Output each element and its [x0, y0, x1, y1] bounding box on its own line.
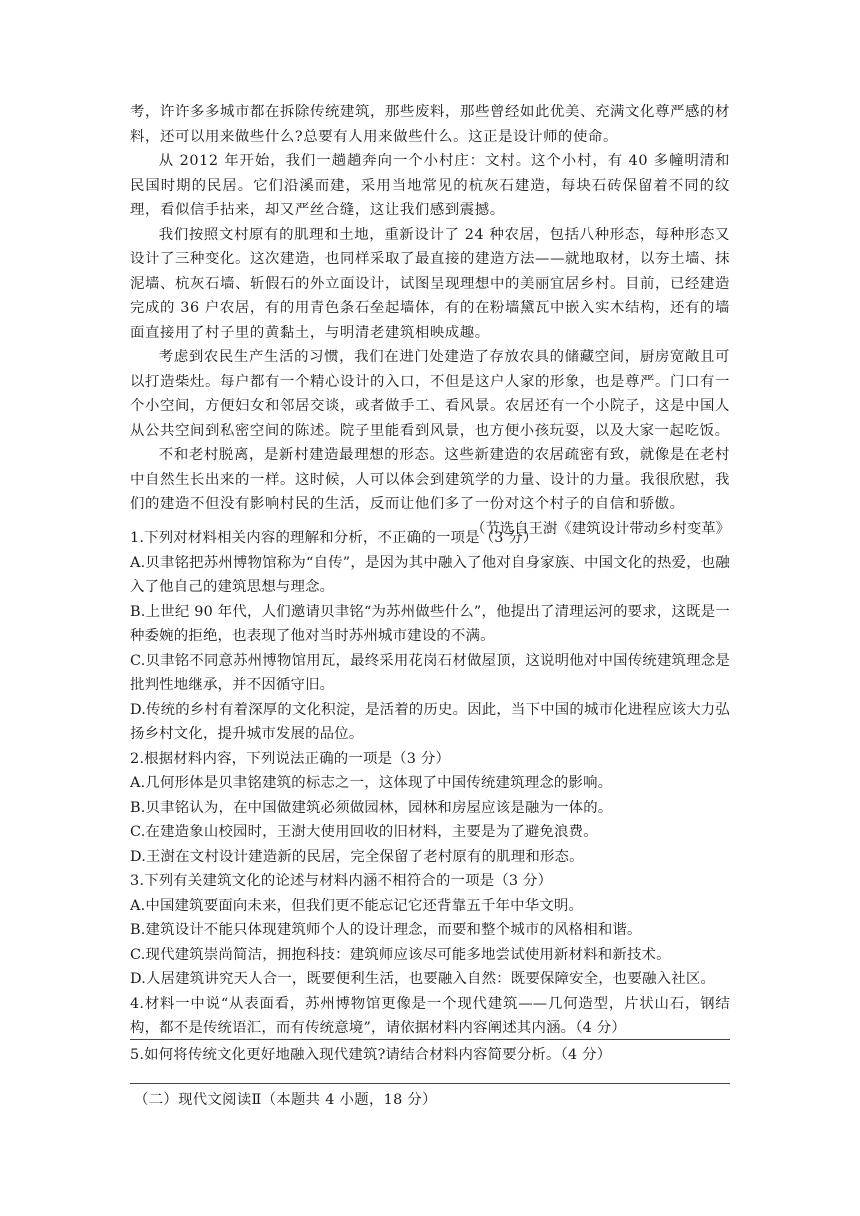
- question-stem: 2.根据材料内容，下列说法正确的一项是（3 分）: [130, 750, 451, 767]
- option-c: C.贝聿铭不同意苏州博物馆用瓦，最终采用花岗石材做屋顶，这说明他对中国传统建筑理念是批判性地继承，并不因循守旧。: [130, 652, 730, 693]
- question-stem: 5.如何将传统文化更好地融入现代建筑?请结合材料内容简要分析。（4 分）: [130, 1047, 612, 1063]
- article-paragraph: 不和老村脱离，是新村建造最理想的形态。这些新建造的农居疏密有致，就像是在老村中自然生长出来的一样。这时候，人可以体会到建筑学的力量、设计的力量。我很欣慰，我们的建造不但没有影响村民的生活，反而让他们多了一份对这个村子的自信和骄傲。: [130, 447, 730, 512]
- question-3: [130, 869, 730, 992]
- option-b: B.贝聿铭认为，在中国做建筑必须做园林，园林和房屋应该是融为一体的。: [130, 799, 613, 816]
- question-list: [130, 526, 730, 1041]
- option-b: B.建筑设计不能只体现建筑师个人的设计理念，而要和整个城市的风格相和谐。: [130, 922, 642, 938]
- article: [130, 100, 730, 541]
- answer-line[interactable]: [130, 1039, 730, 1040]
- option-c: C.现代建筑崇尚简洁，拥抱科技：建筑师应该尽可能多地尝试使用新材料和新技术。: [130, 946, 671, 963]
- option-a: A.中国建筑要面向未来，但我们更不能忘记它还背靠五千年中华文明。: [130, 897, 584, 914]
- article-paragraph: 考，许许多多城市都在拆除传统建筑，那些废料，那些曾经如此优美、充满文化尊严感的材料，还可以用来做些什么?总要有人用来做些什么。这正是设计师的使命。: [130, 104, 730, 145]
- question-stem: 3.下列有关建筑文化的论述与材料内涵不相符合的一项是（3 分）: [130, 873, 553, 889]
- option-d: D.王澍在文村设计建造新的民居，完全保留了老村原有的肌理和形态。: [130, 848, 584, 865]
- article-paragraph: 我们按照文村原有的肌理和土地，重新设计了 24 种农居，包括八种形态，每种形态又设计了三种变化。这次建造，也同样采取了最直接的建造方法——就地取材，以夯土墙、抹泥墙、杭灰石墙、斩假石的外立面设计，试图呈现理想中的美丽宜居乡村。目前，已经建造完成的 36 户农居，有的用青色条石垒起墙体，有的在粉墙黛瓦中嵌入实木结构，还有的墙面直接用了村子里的黄黏土，与明清老建筑相映成趣。: [130, 226, 730, 341]
- option-b: B.上世纪 90 年代，人们邀请贝聿铭“为苏州做些什么”，他提出了清理运河的要求，这既是一种委婉的拒绝，也表现了他对当时苏州城市建设的不满。: [130, 603, 730, 644]
- article-paragraph: 从 2012 年开始，我们一趟趟奔向一个小村庄：文村。这个小村，有 40 多幢明清和民国时期的民居。它们沿溪而建，采用当地常见的杭灰石建造，每块石砖保留着不同的纹理，看似信手拈来，却又严丝合缝，这让我们感到震撼。: [130, 153, 730, 218]
- section-heading: （二）现代文阅读Ⅱ（本题共 4 小题，18 分）: [134, 1092, 437, 1108]
- option-c: C.在建造象山校园时，王澍大使用回收的旧材料，主要是为了避免浪费。: [130, 824, 598, 840]
- option-d: D.传统的乡村有着深厚的文化积淀，是活着的历史。因此，当下中国的城市化进程应该大力弘扬乡村文化，提升城市发展的品位。: [130, 701, 730, 742]
- question-4: [130, 992, 730, 1041]
- question-1: [130, 526, 730, 747]
- article-paragraph: 考虑到农民生产生活的习惯，我们在进门处建造了存放农具的储藏空间，厨房宽敞且可以打造柴灶。每户都有一个精心设计的入口，不但是这户人家的形象，也是尊严。门口有一个小空间，方便妇女和邻居交谈，或者做手工、看风景。农居还有一个小院子，这是中国人从公共空间到私密空间的陈述。院子里能看到风景，也方便小孩玩耍，以及大家一起吃饭。: [130, 349, 730, 439]
- option-a: A.贝聿铭把苏州博物馆称为“自传”，是因为其中融入了他对自身家族、中国文化的热爱，也融入了他自己的建筑思想与理念。: [130, 554, 730, 595]
- option-a: A.几何形体是贝聿铭建筑的标志之一，这体现了中国传统建筑理念的影响。: [130, 775, 613, 791]
- option-d: D.人居建筑讲究天人合一，既要便利生活，也要融入自然：既要保障安全，也要融入社区。: [130, 971, 716, 987]
- question-stem: 1.下列对材料相关内容的理解和分析，不正确的一项是（3 分）: [130, 530, 538, 546]
- answer-line[interactable]: [130, 1083, 730, 1084]
- question-stem: 4.材料一中说“从表面看，苏州博物馆更像是一个现代建筑——几何造型，片状山石，钢结构，都不是传统语汇，而有传统意境”，请依据材料内容阐述其内涵。（4 分）: [130, 995, 730, 1036]
- question-2: [130, 747, 730, 870]
- question-5: [130, 1043, 730, 1068]
- article-source: （节选自王澍《建筑设计带动乡村变革》: [470, 520, 730, 537]
